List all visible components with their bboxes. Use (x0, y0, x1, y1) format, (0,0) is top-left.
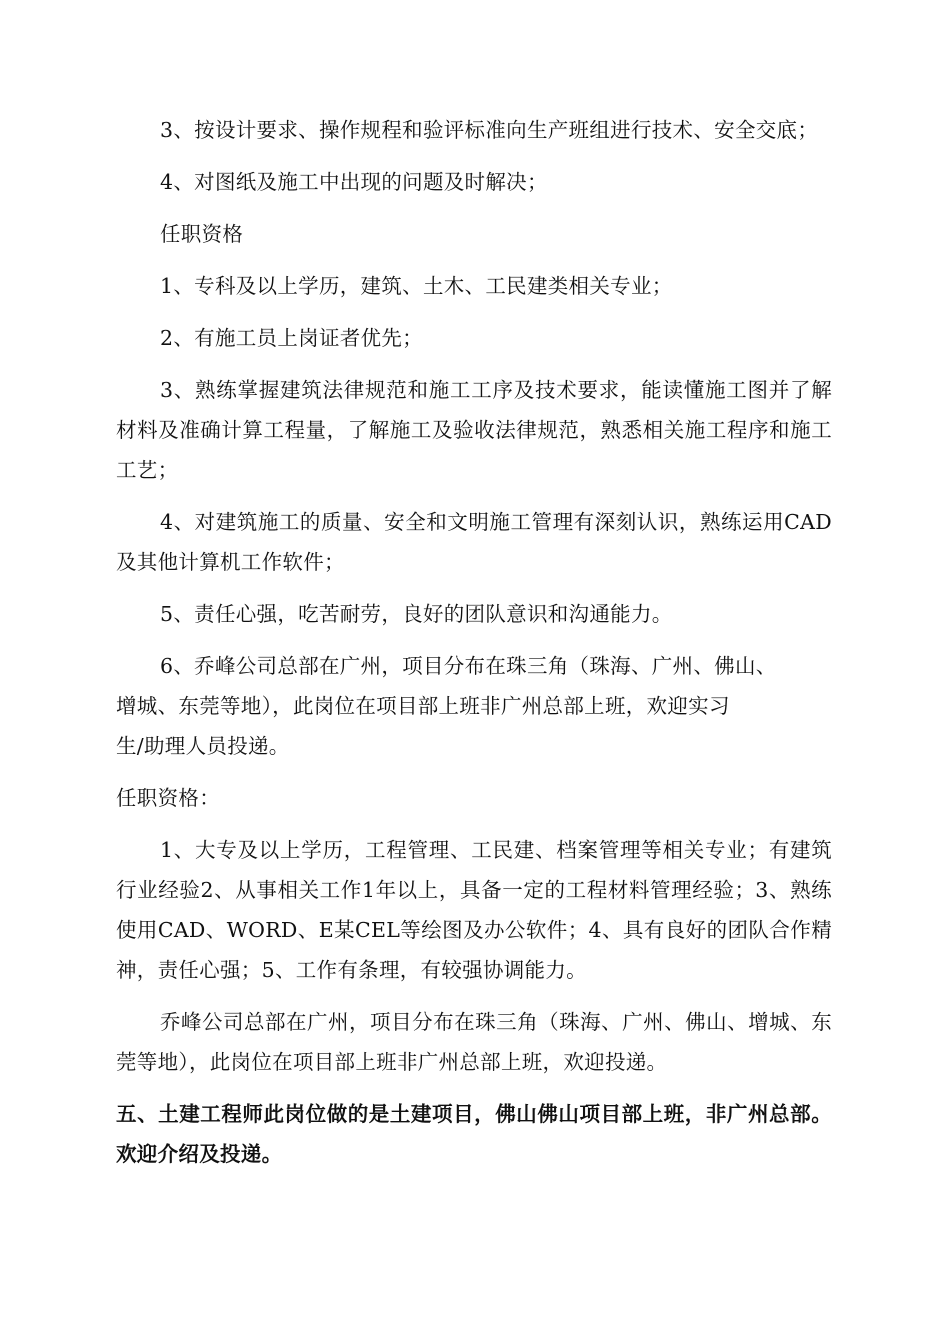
paragraph-duty-4: 4、对图纸及施工中出现的问题及时解决； (160, 170, 548, 194)
document-page (116, 110, 832, 1174)
section-heading-civil-engineer: 五、土建工程师此岗位做的是土建项目，佛山佛山项目部上班，非广州总部。欢迎介绍及投递。 (116, 1102, 832, 1166)
section-heading-qualifications-2: 任职资格： (116, 786, 220, 810)
paragraph-qualifications-list: 1、大专及以上学历，工程管理、工民建、档案管理等相关专业；有建筑行业经验2、从事相关工作1年以上，具备一定的工程材料管理经验；3、熟练使用CAD、WORD、E某CEL等绘图及办公软件；4、具有良好的团队合作精神，责任心强；5、工作有条理，有较强协调能力。 (116, 838, 832, 982)
paragraph-duty-3: 3、按设计要求、操作规程和验评标准向生产班组进行技术、安全交底； (160, 118, 819, 142)
paragraph-qualification-6 (116, 646, 832, 766)
paragraph-qualification-3: 3、熟练掌握建筑法律规范和施工工序及技术要求，能读懂施工图并了解材料及准确计算工程量，了解施工及验收法律规范，熟悉相关施工程序和施工工艺； (116, 378, 832, 482)
paragraph-line: 增城、东莞等地），此岗位在项目部上班非广州总部上班，欢迎实习 (116, 694, 730, 718)
paragraph-company-location: 乔峰公司总部在广州，项目分布在珠三角（珠海、广州、佛山、增城、东莞等地），此岗位在项目部上班非广州总部上班，欢迎投递。 (116, 1010, 832, 1074)
paragraph-qualification-2: 2、有施工员上岗证者优先； (160, 326, 423, 350)
section-heading-qualifications: 任职资格 (160, 222, 244, 246)
paragraph-qualification-1: 1、专科及以上学历，建筑、土木、工民建类相关专业； (160, 274, 673, 298)
paragraph-qualification-4: 4、对建筑施工的质量、安全和文明施工管理有深刻认识，熟练运用CAD及其他计算机工作软件； (116, 510, 832, 574)
paragraph-line: 6、乔峰公司总部在广州，项目分布在珠三角（珠海、广州、佛山、 (160, 654, 777, 678)
paragraph-qualification-5: 5、责任心强，吃苦耐劳，良好的团队意识和沟通能力。 (160, 602, 673, 626)
paragraph-line: 生/助理人员投递。 (116, 734, 290, 758)
